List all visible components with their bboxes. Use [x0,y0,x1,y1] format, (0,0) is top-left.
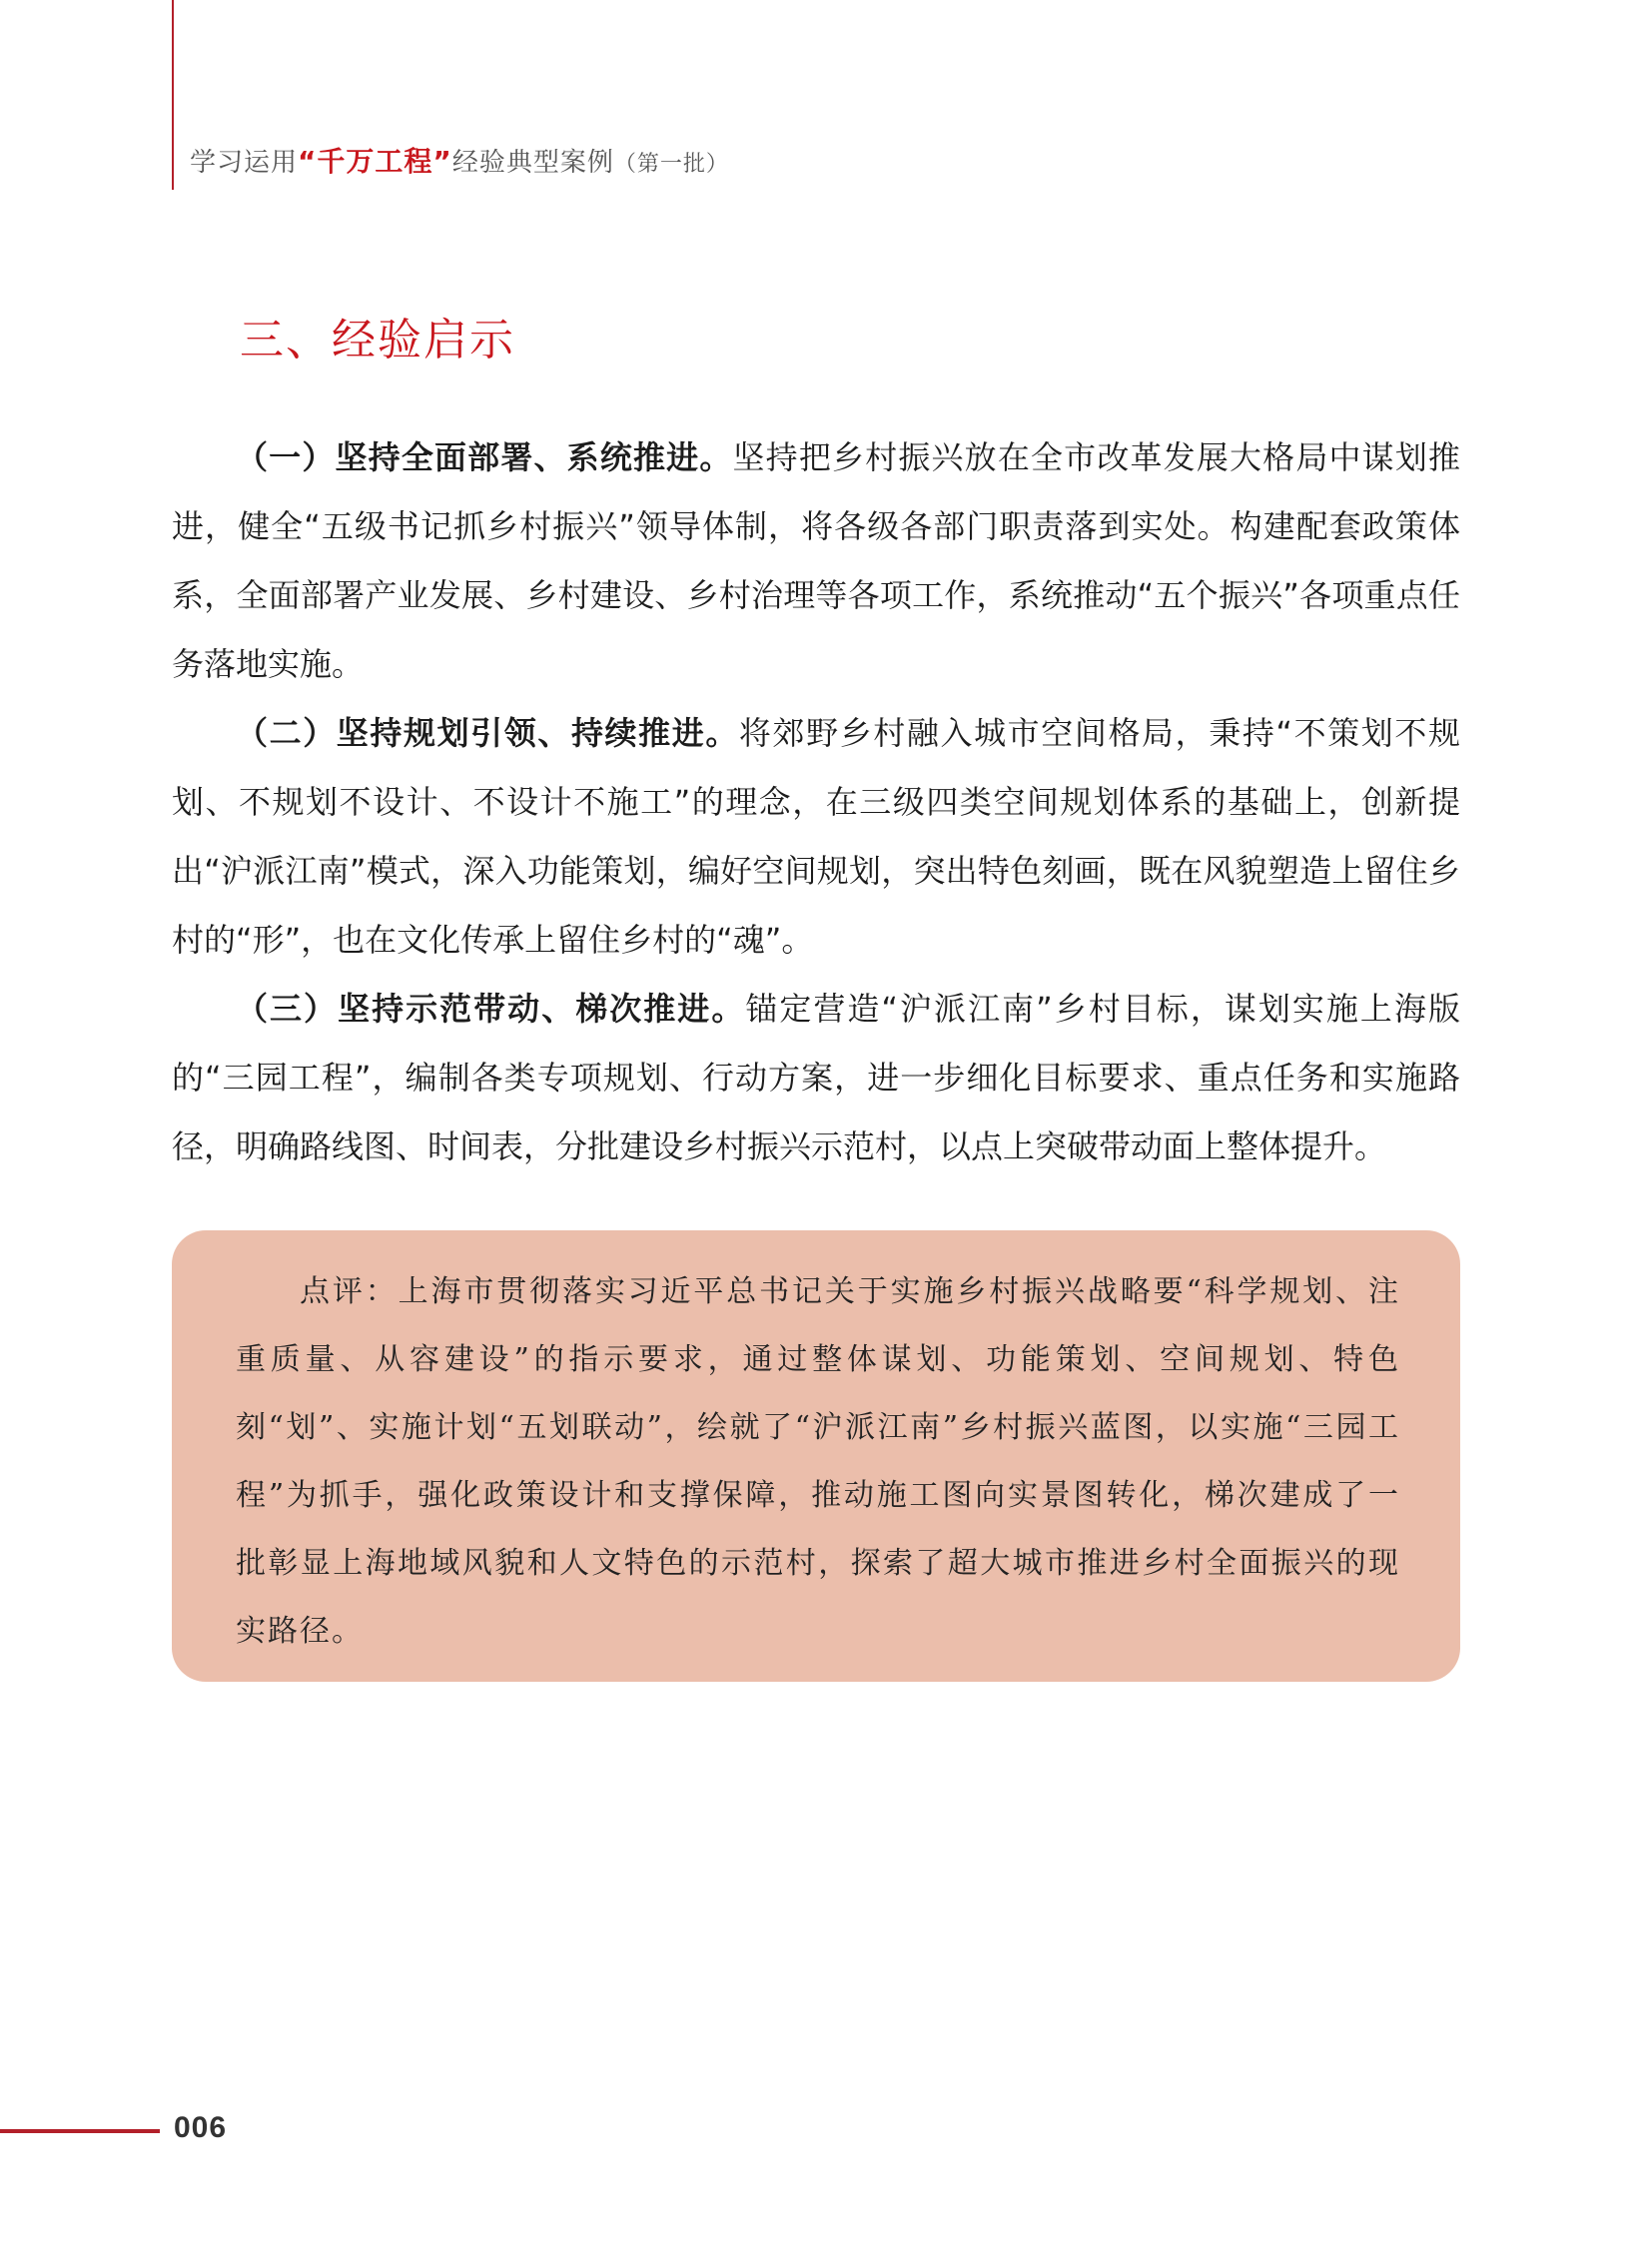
paragraph-1-text: 坚持把乡村振兴放在全市改革发展大格局中谋划推进，健全“五级书记抓乡村振兴”领导体制，将各级各部门职责落到实处。构建配套政策体系，全面部署产业发展、乡村建设、乡村治理等各项工作，系统推动“五个振兴”各项重点任务落地实施。 [172,438,1460,683]
running-header-highlight: “千万工程” [298,145,452,178]
footer-rule [0,2129,160,2133]
paragraph-1 [172,423,1460,699]
page-number: 006 [174,2111,228,2144]
paragraph-2-lead: （二）坚持规划引领、持续推进。 [236,714,739,752]
body-text [172,423,1460,1181]
paragraph-3-text: 锚定营造“沪派江南”乡村目标，谋划实施上海版的“三园工程”，编制各类专项规划、行动方案，进一步细化目标要求、重点任务和实施路径，明确路线图、时间表，分批建设乡村振兴示范村，以点上突破带动面上整体提升。 [172,990,1460,1165]
comment-text: 点评：上海市贯彻落实习近平总书记关于实施乡村振兴战略要“科学规划、注重质量、从容建设”的指示要求，通过整体谋划、功能策划、空间规划、特色刻“划”、实施计划“五划联动”，绘就了“沪派江南”乡村振兴蓝图，以实施“三园工程”为抓手，强化政策设计和支撑保障，推动施工图向实景图转化，梯次建成了一批彰显上海地域风貌和人文特色的示范村，探索了超大城市推进乡村全面振兴的现实路径。 [236,1274,1400,1649]
section-title: 三、经验启示 [240,315,515,366]
paragraph-2-text: 将郊野乡村融入城市空间格局，秉持“不策划不规划、不规划不设计、不设计不施工”的理念，在三级四类空间规划体系的基础上，创新提出“沪派江南”模式，深入功能策划，编好空间规划，突出特色刻画，既在风貌塑造上留住乡村的“形”，也在文化传承上留住乡村的“魂”。 [172,714,1460,959]
running-header-suffix: 经验典型案例 [451,148,614,178]
paragraph-3 [172,975,1460,1181]
paragraph-2 [172,699,1460,975]
comment-box [172,1230,1460,1682]
header-vertical-rule [172,0,174,190]
paragraph-3-lead: （三）坚持示范带动、梯次推进。 [236,990,746,1028]
paragraph-1-lead: （一）坚持全面部署、系统推进。 [236,438,733,476]
running-header-prefix: 学习运用 [190,148,299,178]
running-header-batch: （第一批） [613,152,729,177]
running-header [190,140,729,180]
